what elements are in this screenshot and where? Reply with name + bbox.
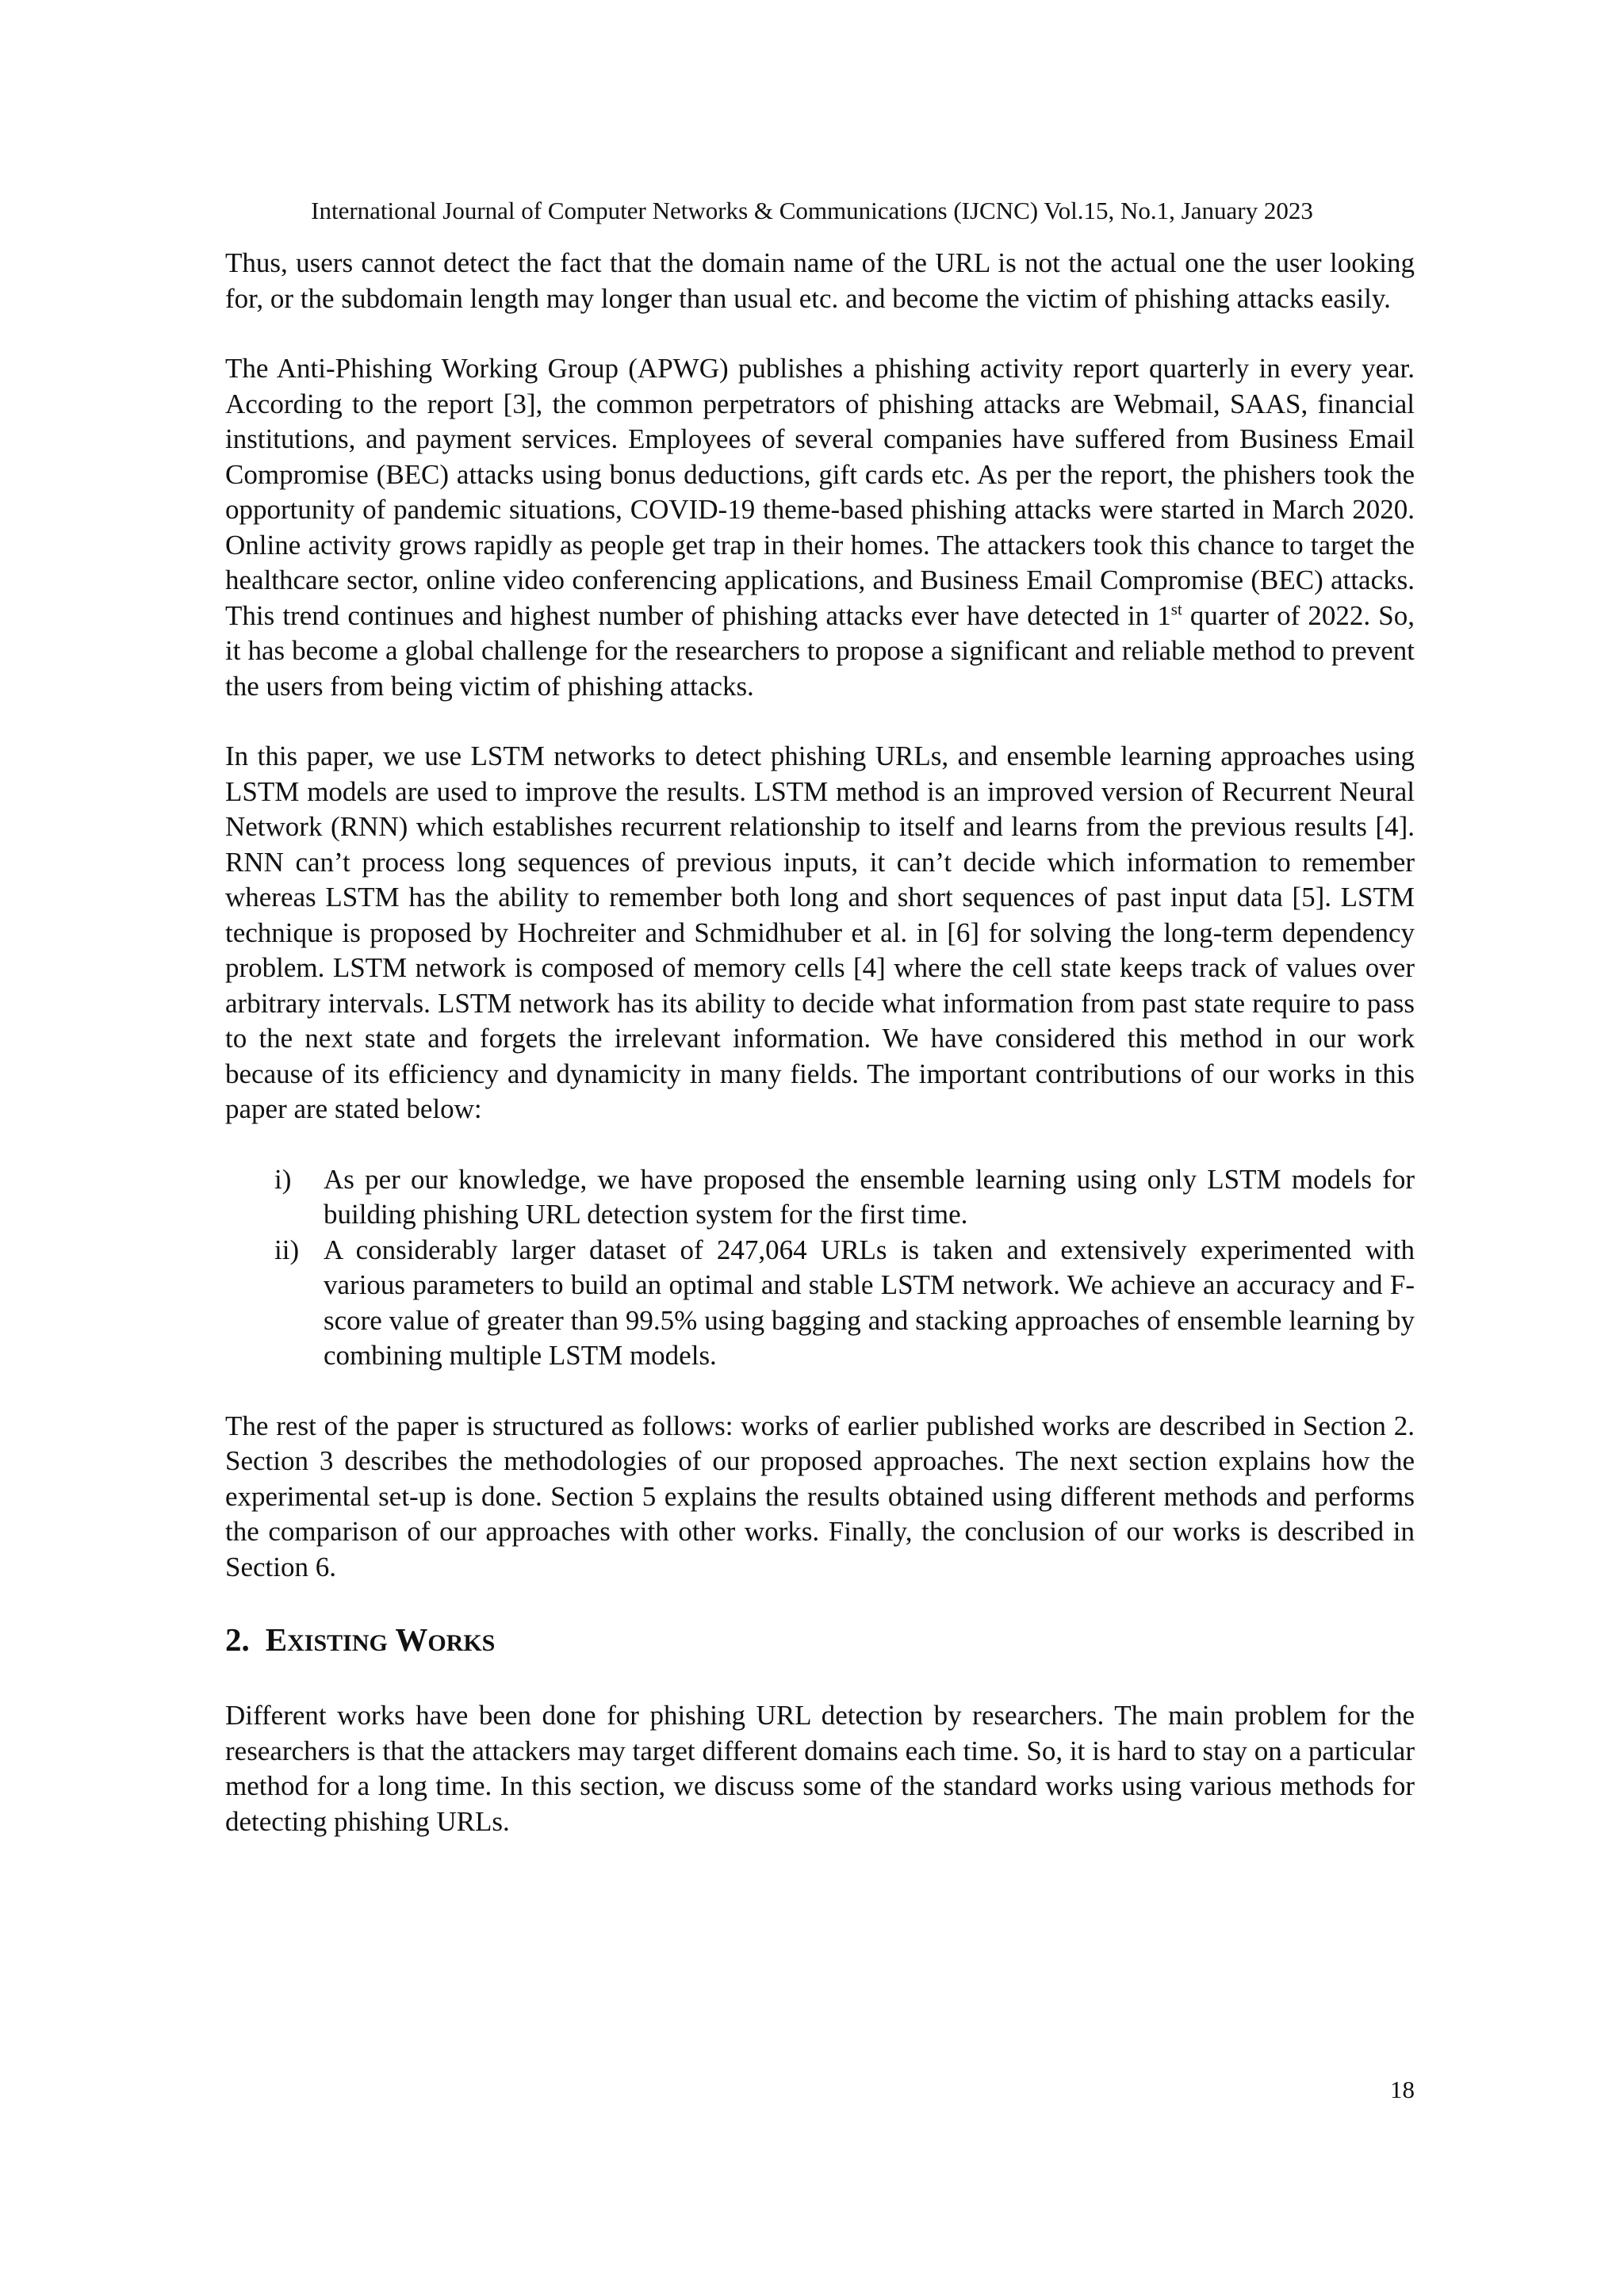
running-header: International Journal of Computer Networks & Communications (IJCNC) Vol.15, No.1, January 2023 xyxy=(311,197,1313,224)
paragraph-2-text-a: The Anti-Phishing Working Group (APWG) publishes a phishing activity report quarterly in every year. According to the report [3], the common perpetrators of phishing attacks are Webmail, SAAS, financial institutions, and payment services. Employees of several companies have suffered from Business Email Compromise (BEC) attacks using bonus deductions, gift cards etc. As per the report, the phishers took the opportunity of pandemic situations, COVID-19 theme-based phishing attacks were started in March 2020. Online activity grows rapidly as people get trap in their homes. The attackers took this chance to target the healthcare sector, online video conferencing applications, and Business Email Compromise (BEC) attacks. This trend continues and highest number of phishing attacks ever have detected in 1 xyxy=(225,353,1415,631)
ordinal-superscript: st xyxy=(1170,599,1182,618)
page-body xyxy=(225,246,1415,1839)
list-item-text: A considerably larger dataset of 247,064 URLs is taken and extensively experimented with various parameters to build an optimal and stable LSTM network. We achieve an accuracy and F-score value of greater than 99.5% using bagging and stacking approaches of ensemble learning by combining multiple LSTM models. xyxy=(324,1234,1415,1371)
section-heading xyxy=(225,1620,1415,1663)
section-title-smallcaps-1: XISTING xyxy=(287,1630,388,1656)
page-number: 18 xyxy=(1390,2076,1415,2103)
paragraph-3: In this paper, we use LSTM networks to detect phishing URLs, and ensemble learning approaches using LSTM models are used to improve the results. LSTM method is an improved version of Recurrent Neural Network (RNN) which establishes recurrent relationship to itself and learns from the previous results [4]. RNN can’t process long sequences of previous inputs, it can’t decide which information to remember whereas LSTM has the ability to remember both long and short sequences of past input data [5]. LSTM technique is proposed by Hochreiter and Schmidhuber et al. in [6] for solving the long-term dependency problem. LSTM network is composed of memory cells [4] where the cell state keeps track of values over arbitrary intervals. LSTM network has its ability to decide what information from past state require to pass to the next state and forgets the irrelevant information. We have considered this method in our work because of its efficiency and dynamicity in many fields. The important contributions of our works in this paper are stated below: xyxy=(225,740,1415,1124)
contributions-list xyxy=(225,1162,1415,1374)
list-marker: ii) xyxy=(274,1234,300,1265)
section-title-smallcaps-2: ORKS xyxy=(427,1630,496,1656)
list-marker: i) xyxy=(274,1163,292,1195)
list-item xyxy=(274,1162,1415,1233)
section-number: 2. xyxy=(225,1621,250,1658)
paragraph-2-text-b: quarter of 2022. So, it has become a global challenge for the researchers to propose a significant and reliable method to prevent the users from being victim of phishing attacks. xyxy=(225,599,1415,702)
list-item xyxy=(274,1233,1415,1374)
paragraph-2 xyxy=(225,351,1415,704)
list-item-text: As per our knowledge, we have proposed the ensemble learning using only LSTM models for building phishing URL detection system for the first time. xyxy=(324,1163,1415,1230)
paragraph-5: Different works have been done for phishing URL detection by researchers. The main problem for the researchers is that the attackers may target different domains each time. So, it is hard to stay on a particular method for a long time. In this section, we discuss some of the standard works using various methods for detecting phishing URLs. xyxy=(225,1700,1415,1837)
section-title-initial-1: E xyxy=(265,1621,288,1658)
paragraph-4: The rest of the paper is structured as follows: works of earlier published works are described in Section 2. Section 3 describes the methodologies of our proposed approaches. The next section explains how the experimental set-up is done. Section 5 explains the results obtained using different methods and performs the comparison of our approaches with other works. Finally, the conclusion of our works is described in Section 6. xyxy=(225,1410,1415,1582)
paragraph-1: Thus, users cannot detect the fact that the domain name of the URL is not the actual one the user looking for, or the subdomain length may longer than usual etc. and become the victim of phishing attacks easily. xyxy=(225,247,1415,314)
section-title-initial-2: W xyxy=(395,1621,428,1658)
